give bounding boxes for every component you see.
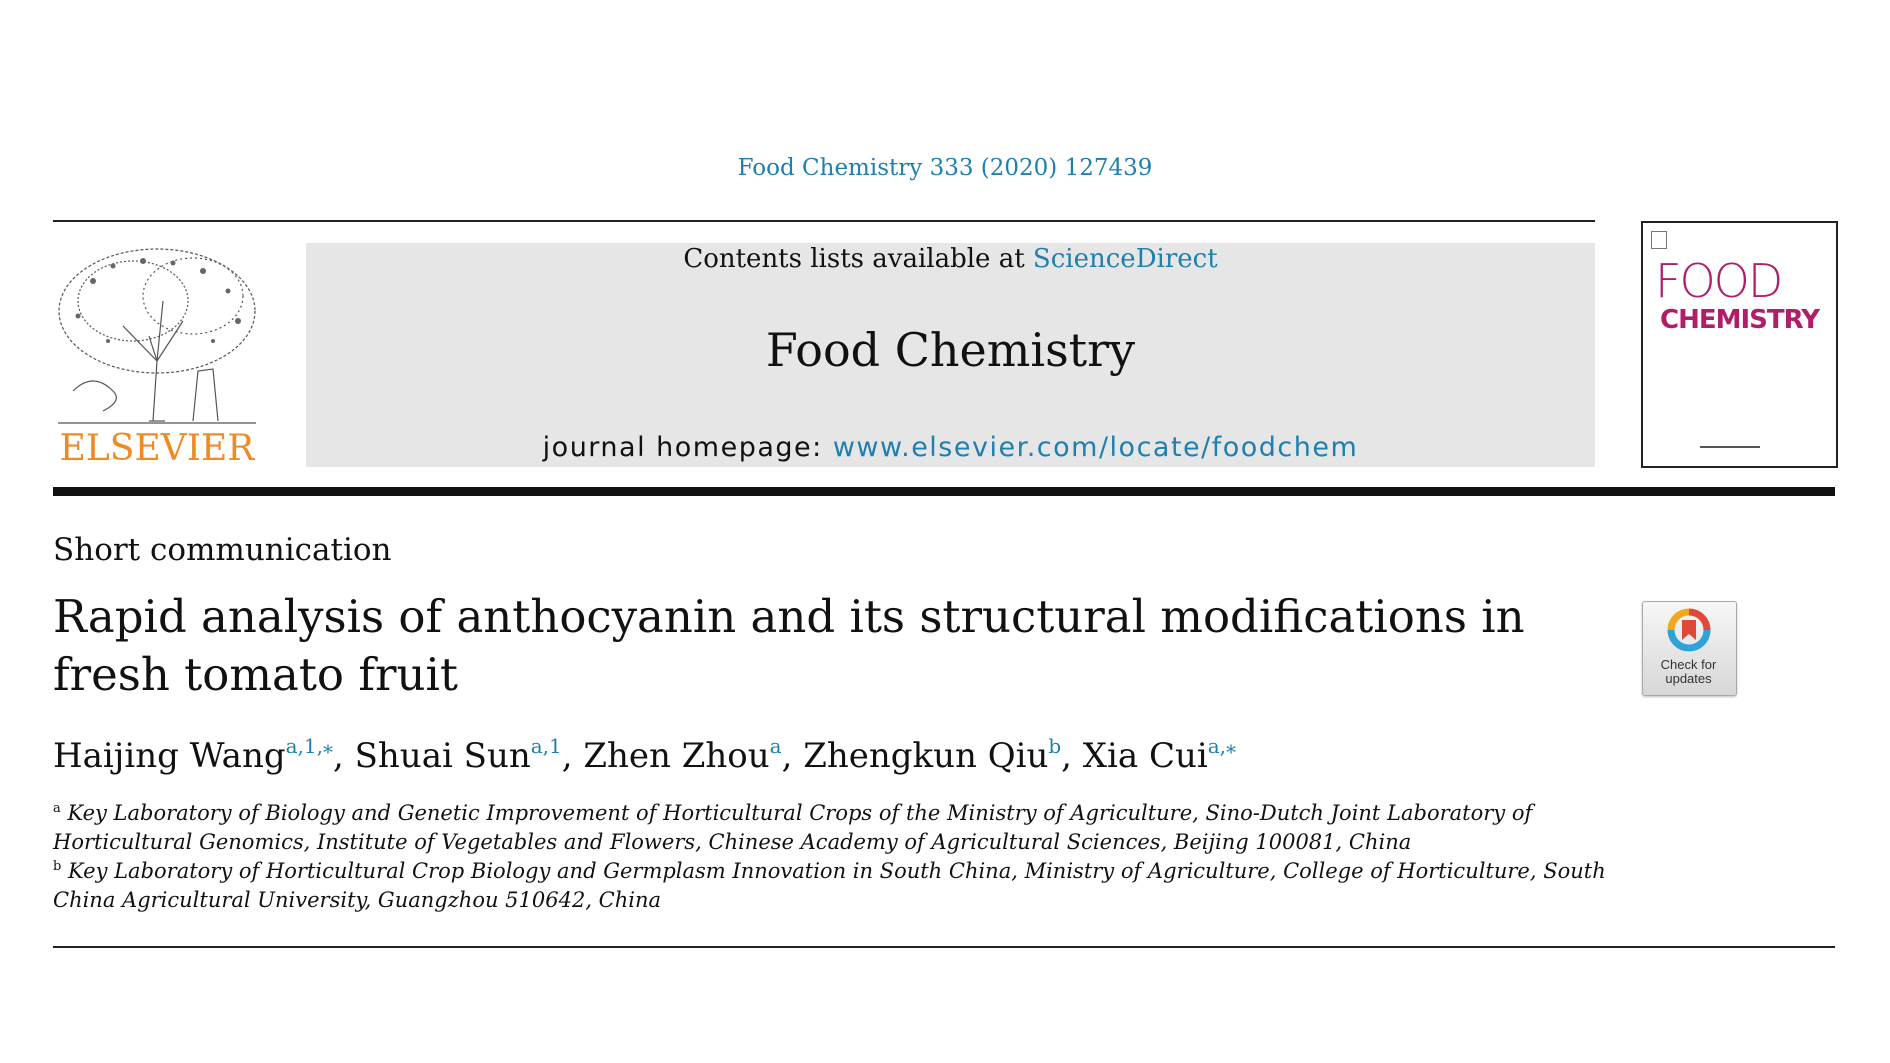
elsevier-wordmark: ELSEVIER: [59, 428, 255, 469]
author-affiliation-marks[interactable]: a,1: [530, 734, 562, 758]
author-name[interactable]: Xia Cui: [1082, 736, 1208, 776]
affiliation-text: Key Laboratory of Horticultural Crop Biology and Germplasm Innovation in South China, Ministry of Agriculture, College of Horticulture, South China Agricultural University, Guangzhou 510642, China: [53, 859, 1606, 912]
author-separator: ,: [332, 736, 355, 776]
author-list: [53, 736, 1236, 776]
header-bottom-rule: [53, 487, 1835, 496]
author-affiliation-marks[interactable]: a,1,⁎: [285, 734, 333, 758]
author-separator: ,: [1061, 736, 1083, 776]
author-separator: ,: [561, 736, 584, 776]
check-for-updates-line2: updates: [1665, 671, 1712, 686]
cover-title-food: FOOD: [1655, 254, 1782, 308]
author-name[interactable]: Zhen Zhou: [583, 736, 770, 776]
check-for-updates-icon: [1667, 608, 1711, 652]
author-name[interactable]: Zhengkun Qiu: [803, 736, 1049, 776]
article-type: Short communication: [53, 532, 392, 568]
author-name[interactable]: Shuai Sun: [354, 736, 531, 776]
sciencedirect-link[interactable]: ScienceDirect: [1032, 244, 1218, 274]
cover-footer-line: [1700, 446, 1760, 448]
check-for-updates-line1: Check for: [1660, 657, 1717, 672]
author-separator: ,: [781, 736, 804, 776]
journal-citation[interactable]: Food Chemistry 333 (2020) 127439: [737, 155, 1153, 181]
cover-title-chemistry: CHEMISTRY: [1660, 305, 1820, 335]
journal-homepage-link[interactable]: www.elsevier.com/locate/foodchem: [832, 432, 1359, 463]
affiliation-b: [53, 857, 1613, 915]
homepage-prefix: journal homepage:: [542, 432, 823, 463]
affiliation-label: b: [53, 859, 62, 874]
journal-name: Food Chemistry: [765, 323, 1136, 377]
affiliation-text: Key Laboratory of Biology and Genetic Improvement of Horticultural Crops of the Ministry of Agriculture, Sino-Dutch Joint Laboratory of Horticultural Genomics, Institute of Vegetables and Flowers, Chinese Academy of Agricultural Sciences, Beijing 100081, China: [53, 801, 1533, 854]
affiliation-a: [53, 799, 1613, 857]
article-title: Rapid analysis of anthocyanin and its structural modifications in fresh tomato fruit: [53, 590, 1525, 701]
author-affiliation-marks[interactable]: a: [769, 734, 782, 758]
contents-prefix: Contents lists available at: [683, 244, 1025, 274]
affiliation-label: a: [53, 801, 61, 816]
author-name[interactable]: Haijing Wang: [53, 736, 286, 776]
author-affiliation-marks[interactable]: a,⁎: [1207, 734, 1237, 758]
check-for-updates-label: [1642, 658, 1735, 686]
contents-availability-line: [306, 244, 1595, 274]
cover-publisher-mark: [1651, 231, 1667, 249]
author-affiliation-marks[interactable]: b: [1048, 734, 1062, 758]
frontmatter-bottom-rule: [53, 946, 1835, 948]
header-top-rule: [53, 220, 1595, 222]
journal-homepage-line: [306, 432, 1595, 463]
